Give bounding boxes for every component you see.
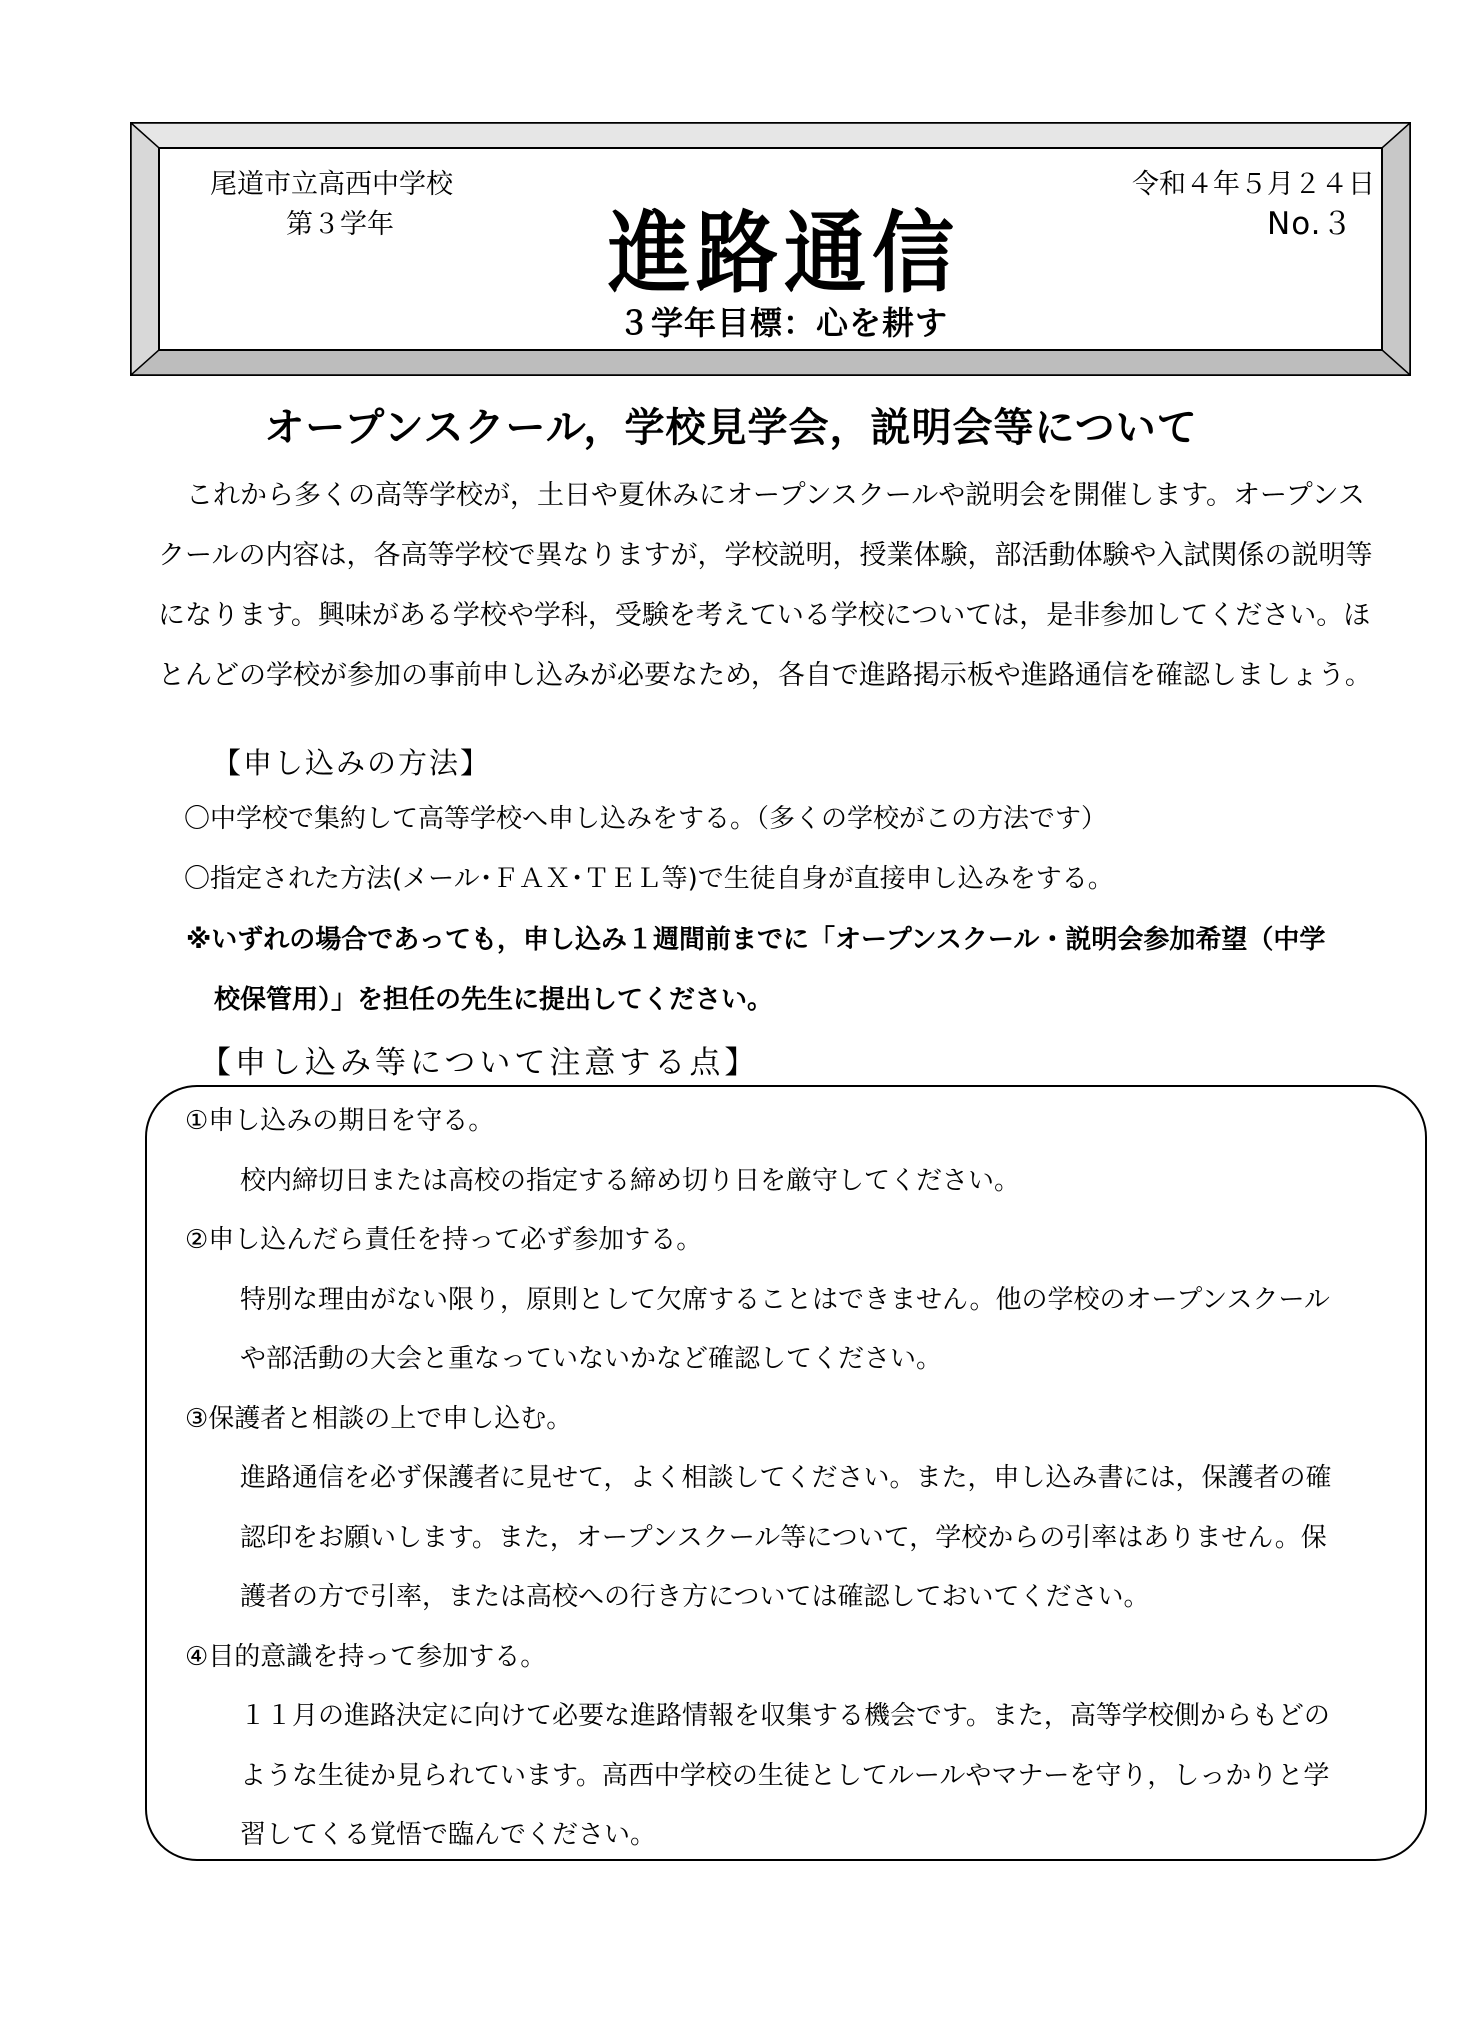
grade-label: 第３学年 <box>286 209 394 240</box>
method-item: 〇中学校で集約して高等学校へ申し込みをする。（多くの学校がこの方法です） <box>184 804 1108 834</box>
caution-heading: ③保護者と相談の上で申し込む。 <box>185 1403 573 1434</box>
caution-item <box>185 1092 1415 1211</box>
grade-goal: ３学年目標：心を耕す <box>618 304 949 342</box>
caution-heading: ④目的意識を持って参加する。 <box>185 1641 547 1672</box>
school-name: 尾道市立高西中学校 <box>210 169 453 200</box>
caution-text: や部活動の大会と重なっていないかなど確認してください。 <box>240 1344 943 1374</box>
note-line: 校保管用）」を担任の先生に提出してください。 <box>214 985 774 1015</box>
intro-line: これから多くの高等学校が，土日や夏休みにオープンスクールや説明会を開催します。オープンス <box>186 480 1365 511</box>
caution-text: 特別な理由がない限り，原則として欠席することはできません。他の学校のオープンスクール <box>240 1284 1330 1315</box>
issue-number: No.３ <box>1267 206 1354 242</box>
caution-text: 認印をお願いします。また，オープンスクール等について，学校からの引率はありません。保 <box>240 1522 1327 1553</box>
newsletter-header <box>130 122 1411 376</box>
intro-line: クールの内容は，各高等学校で異なりますが，学校説明，授業体験，部活動体験や入試関係の説明等 <box>158 540 1373 571</box>
intro-line: になります。興味がある学校や学科，受験を考えている学校については，是非参加してください。ほ <box>158 600 1371 631</box>
article-heading: オープンスクール，学校見学会，説明会等について <box>264 405 1198 451</box>
method-item: 〇指定された方法(メール･ＦＡＸ･ＴＥＬ等)で生徒自身が直接申し込みをする。 <box>184 864 1114 894</box>
newsletter-title: 進路通信 <box>607 202 960 306</box>
intro-line: とんどの学校が参加の事前申し込みが必要なため，各自で進路掲示板や進路通信を確認しましょう。 <box>158 660 1372 691</box>
caution-text: １１月の進路決定に向けて必要な進路情報を収集する機会です。また，高等学校側からもどの <box>240 1701 1330 1731</box>
caution-text: 進路通信を必ず保護者に見せて，よく相談してください。また，申し込み書には，保護者の確 <box>240 1463 1332 1493</box>
caution-section-title: 【申し込み等について注意する点】 <box>200 1045 760 1081</box>
caution-item <box>185 1628 1415 1866</box>
caution-text: ような生徒か見られています。高西中学校の生徒としてルールやマナーを守り，しっかりと学 <box>240 1760 1330 1791</box>
caution-text: 護者の方で引率，または高校への行き方については確認しておいてください。 <box>240 1582 1150 1612</box>
caution-heading: ①申し込みの期日を守る。 <box>185 1106 495 1136</box>
caution-list <box>185 1092 1415 1866</box>
submission-note <box>186 910 1416 1030</box>
caution-text: 習してくる覚悟で臨んでください。 <box>240 1820 657 1850</box>
issue-date: 令和４年５月２４日 <box>1132 169 1375 200</box>
note-line: ※いずれの場合であっても，申し込み１週間前までに「オープンスクール・説明会参加希望（中学 <box>186 925 1326 955</box>
intro-paragraph <box>158 466 1398 706</box>
caution-text: 校内締切日または高校の指定する締め切り日を厳守してください。 <box>240 1165 1021 1196</box>
caution-item <box>185 1211 1415 1390</box>
method-list <box>184 789 1424 909</box>
caution-item <box>185 1390 1415 1628</box>
method-section-title: 【申し込みの方法】 <box>212 746 492 780</box>
caution-heading: ②申し込んだら責任を持って必ず参加する。 <box>185 1225 703 1255</box>
